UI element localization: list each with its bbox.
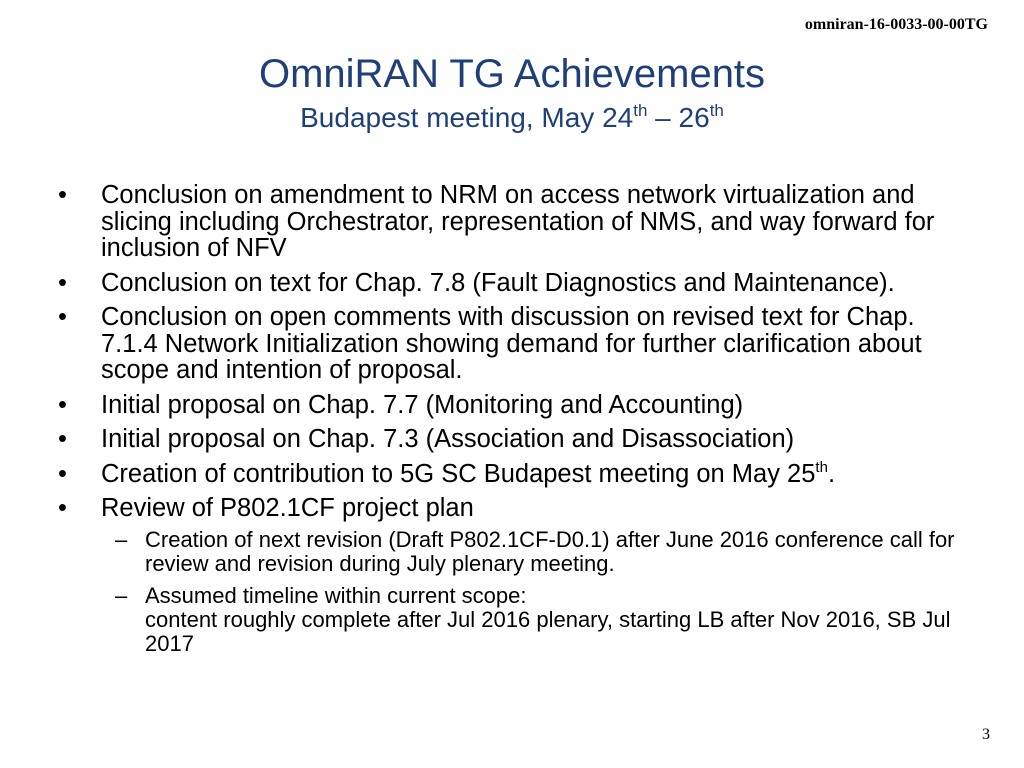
sub-bullet-item [58, 528, 968, 576]
subtitle-middle: – 26 [647, 102, 710, 133]
title-block [0, 50, 1024, 136]
bullet-mark: • [58, 181, 67, 209]
bullet-item [58, 426, 968, 453]
bullet-list [58, 182, 968, 664]
subtitle-sup-1: th [633, 101, 648, 120]
slide-subtitle [0, 100, 1024, 136]
page-number: 3 [982, 726, 990, 743]
bullet-mark: • [58, 425, 67, 453]
sub-bullet-text: Creation of next revision (Draft P802.1CF-D0.1) after June 2016 conference call for review and revision during July plenary meeting. [145, 526, 955, 576]
subtitle-prefix: Budapest meeting, May 24 [300, 102, 634, 133]
bullet-item [58, 182, 968, 262]
bullet-item [58, 392, 968, 419]
sub-bullet-dash: – [115, 526, 128, 552]
sub-bullet-item [58, 584, 968, 656]
bullet-sup: th [815, 458, 828, 476]
bullet-mark: • [58, 390, 67, 419]
bullet-text: Creation of contribution to 5G SC Budapest meeting on May 25 [101, 459, 816, 488]
bullet-text: Conclusion on amendment to NRM on access network virtualization and slicing including Orchestrator, representation of NMS, and way forward for inclusion of NFV [101, 181, 935, 262]
bullet-item [58, 270, 968, 297]
sub-bullet-dash: – [115, 582, 128, 608]
bullet-mark: • [58, 268, 67, 297]
bullet-item [58, 495, 968, 656]
document-id: omniran-16-0033-00-00TG [804, 16, 988, 33]
bullet-text: Review of P802.1CF project plan [101, 494, 474, 522]
subtitle-sup-2: th [709, 101, 724, 120]
sub-bullet-line-1: Assumed timeline within current scope: [145, 582, 527, 608]
bullet-text: Conclusion on open comments with discussion on revised text for Chap. 7.1.4 Network Initialization showing demand for further clarification about scope and intention of proposal. [101, 303, 922, 384]
bullet-item [58, 458, 968, 488]
bullet-item [58, 304, 968, 384]
sub-bullet-line-2: content roughly complete after Jul 2016 plenary, starting LB after Nov 2016, SB Jul 2017 [145, 606, 951, 656]
bullet-suffix: . [827, 459, 836, 488]
bullet-text: Initial proposal on Chap. 7.3 (Association and Disassociation) [101, 425, 795, 453]
bullet-mark: • [58, 494, 67, 522]
bullet-mark: • [58, 459, 67, 488]
bullet-mark: • [58, 303, 67, 331]
bullet-text: Initial proposal on Chap. 7.7 (Monitoring and Accounting) [101, 390, 744, 419]
bullet-text: Conclusion on text for Chap. 7.8 (Fault Diagnostics and Maintenance). [101, 268, 895, 297]
slide-title: OmniRAN TG Achievements [258, 52, 766, 96]
